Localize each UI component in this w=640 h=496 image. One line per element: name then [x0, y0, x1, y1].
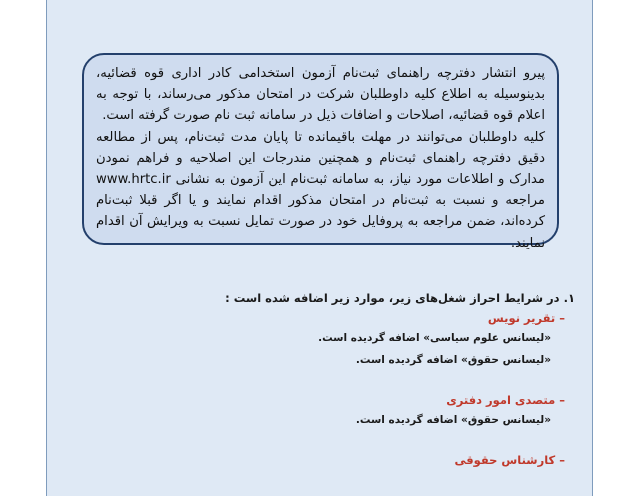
- spacer: [95, 374, 575, 392]
- category-title-motasaddi-omur-daftari: – متصدی امور دفتری: [446, 393, 565, 407]
- spacer: [95, 434, 575, 452]
- list-item: «لیسانس حقوق» اضافه گردیده است.: [355, 414, 551, 426]
- notice-paragraph-2: کلیه داوطلبان می‌توانند در مهلت باقیمانده تا پایان مدت ثبت‌نام، پس از مطالعه دقیق دفترچه راهنمای ثبت‌نام و همچنین مندرجات این اصلاحیه و فراهم نمودن مدارک و اطلاعات مورد نیاز، به سامانه ثبت‌نام این آزمون به نشانی www.hrtc.ir مراجعه و نسبت به ثبت‌نام در امتحان مذکور اقدام نمایند و یا اگر قبلا ثبت‌نام کرده‌اند، ضمن مراجعه به پروفایل خود در صورت تمایل نسبت به ویرایش آن اقدام نمایند.: [96, 129, 545, 251]
- category-title-taqrir-nevis: – تقریر نویس: [487, 311, 565, 325]
- changes-section: [95, 290, 575, 472]
- notice-box: [82, 53, 559, 251]
- notice-paragraph-1: پیرو انتشار دفترچه راهنمای ثبت‌نام آزمون استخدامی کادر اداری قوه قضائیه، بدینوسیله به اطلاع کلیه داوطلبان شرکت در امتحان مذکور می‌رساند، با توجه به اعلام قوه قضائیه، اصلاحات و اضافات ذیل در سامانه ثبت نام صورت گرفته است.: [96, 66, 545, 124]
- list-item: «لیسانس علوم سیاسی» اضافه گردیده است.: [318, 332, 551, 344]
- changes-intro: ۱. در شرایط احراز شغل‌های زیر، موارد زیر اضافه شده است :: [225, 291, 575, 305]
- list-item: «لیسانس حقوق» اضافه گردیده است.: [355, 354, 551, 366]
- category-title-karshenas-hoquqi: – کارشناس حقوقی: [454, 453, 565, 467]
